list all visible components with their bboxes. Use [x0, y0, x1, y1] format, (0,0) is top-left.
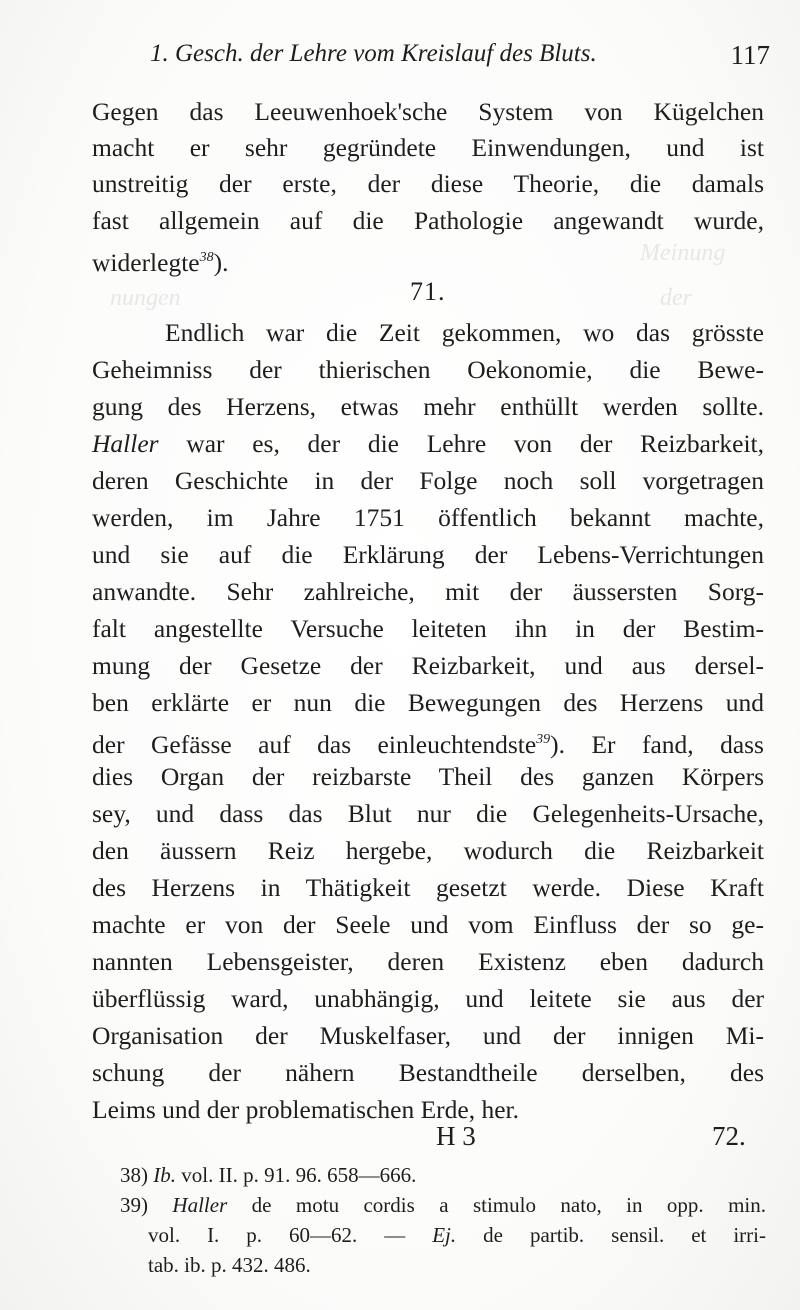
text-line: macht er sehr gegründete Einwendungen, und ist [92, 133, 764, 162]
text-line: dies Organ der reizbarste Theil des ganzen Körpers [92, 762, 764, 791]
footnote-39 [120, 1190, 766, 1220]
text-line: unstreitig der erste, der diese Theorie, die damals [92, 169, 764, 198]
text-line: Gegen das Leeuwenhoek'sche System von Kügelchen [92, 97, 764, 126]
footnote-39-line2 [148, 1220, 766, 1250]
footnote-ref-38: 38 [199, 250, 214, 265]
text-line: falt angestellte Versuche leiteten ihn in der Bestim- [92, 614, 764, 643]
text-line: gung des Herzens, etwas mehr enthüllt werden sollte. [92, 392, 764, 421]
text-line: überflüssig ward, unabhängig, und leitete sie aus der [92, 984, 764, 1013]
text-line [92, 240, 764, 276]
footnote-38 [120, 1160, 766, 1190]
footnote-text: de motu cordis a stimulo nato, in opp. min. [251, 1193, 767, 1217]
footnote-ref: Ej. [432, 1223, 457, 1247]
footnote-39-line3: tab. ib. p. 432. 486. [148, 1253, 311, 1277]
text-line: Organisation der Muskelfaser, und der innigen Mi- [92, 1021, 764, 1050]
running-head: 1. Gesch. der Lehre vom Kreislauf des Bluts. [150, 40, 597, 67]
text-line: nannten Lebensgeister, deren Existenz eben dadurch [92, 947, 764, 976]
line-text: widerlegte [92, 248, 200, 277]
text-line: anwandte. Sehr zahlreiche, mit der äussersten Sorg- [92, 577, 764, 606]
text-line: deren Geschichte in der Folge noch soll vorgetragen [92, 466, 764, 495]
footnote-text: vol. II. p. 91. 96. 658—666. [181, 1163, 417, 1187]
line-text: ). [213, 248, 229, 277]
footnote-ref-39: 39 [536, 732, 551, 747]
footnote-author: Haller [172, 1193, 228, 1217]
text-line: den äussern Reiz hergebe, wodurch die Reizbarkeit [92, 836, 764, 865]
text-line: machte er von der Seele und vom Einfluss der so ge- [92, 910, 764, 939]
text-line: ben erklärte er nun die Bewegungen des Herzens und [92, 688, 764, 717]
author-name: Haller [92, 429, 159, 458]
footnote-text: de partib. sensil. et irri- [483, 1223, 767, 1247]
line-text: ). Er fand, dass [550, 730, 764, 759]
footnote-text: vol. I. p. 60—62. — [148, 1223, 406, 1247]
line-text: der Gefässe auf das einleuchtendste [92, 730, 537, 759]
text-line: sey, und dass das Blut nur die Gelegenheits-Ursache, [92, 799, 764, 828]
text-line: und sie auf die Erklärung der Lebens-Verrichtungen [92, 540, 764, 569]
signature-mark: H 3 [436, 1121, 476, 1151]
text-line: des Herzens in Thätigkeit gesetzt werde. Diese Kraft [92, 873, 764, 902]
catchword: 72. [712, 1121, 746, 1151]
text-line: Geheimniss der thierischen Oekonomie, die Bewe- [92, 355, 764, 384]
bleed-through-text: Meinung [640, 240, 726, 266]
footnote-number: 39) [120, 1193, 148, 1217]
text-line: fast allgemein auf die Pathologie angewandt wurde, [92, 206, 764, 235]
footnote-ref: Ib. [153, 1163, 176, 1187]
section-number: 71. [410, 277, 446, 306]
text-line: Leims und der problematischen Erde, her. [92, 1095, 519, 1124]
page-number: 117 [730, 40, 770, 70]
footnote-number: 38) [120, 1163, 148, 1187]
bleed-through-text: nungen [110, 285, 181, 311]
text-line: Endlich war die Zeit gekommen, wo das grösste [165, 318, 764, 347]
text-line [92, 426, 764, 462]
line-text: war es, der die Lehre von der Reizbarkeit, [186, 429, 764, 458]
page-header [150, 40, 770, 80]
text-line [92, 722, 764, 758]
text-line: mung der Gesetze der Reizbarkeit, und aus dersel- [92, 651, 764, 680]
text-line: schung der nähern Bestandtheile derselben, des [92, 1058, 764, 1087]
text-line: werden, im Jahre 1751 öffentlich bekannt machte, [92, 503, 764, 532]
bleed-through-text: der [660, 285, 692, 311]
